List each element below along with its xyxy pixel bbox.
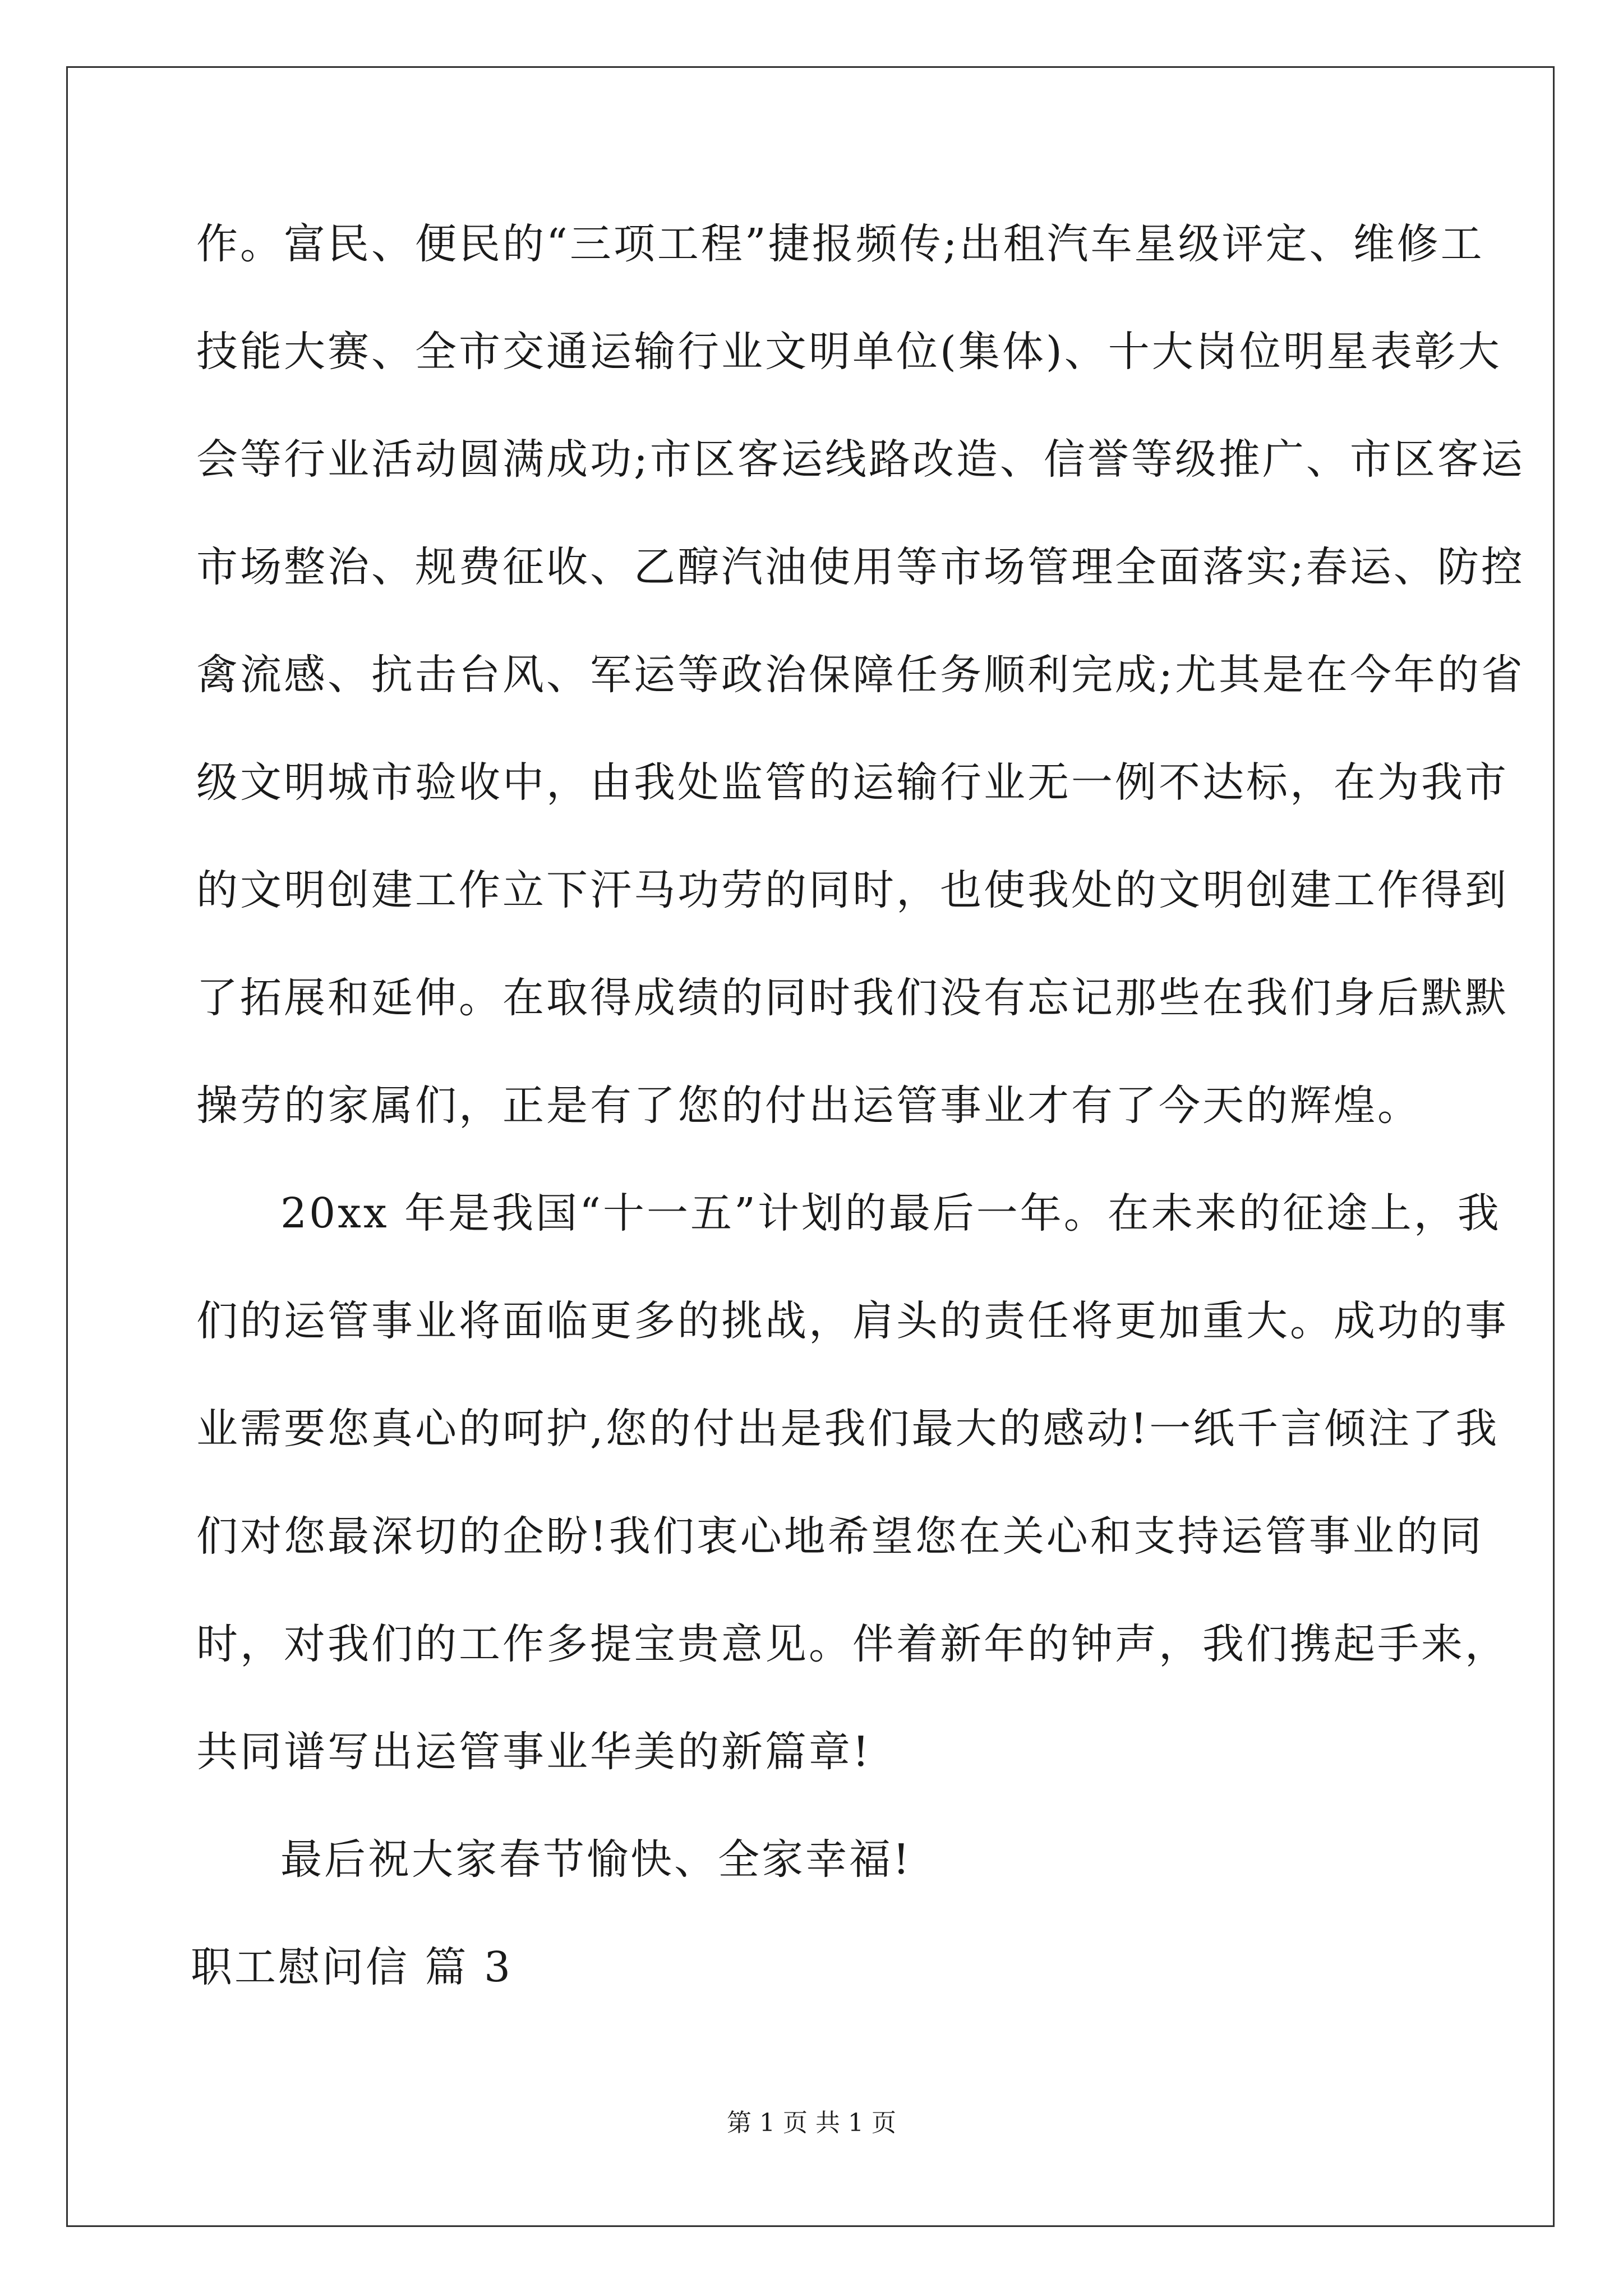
paragraph-2-line-5: 时，对我们的工作多提宝贵意见。伴着新年的钟声，我们携起手来，	[196, 1620, 1509, 1668]
paragraph-1-line-3: 会等行业活动圆满成功;市区客运线路改造、信誉等级推广、市区客运	[196, 435, 1525, 484]
paragraph-1-line-5: 禽流感、抗击台风、军运等政治保障任务顺利完成;尤其是在今年的省	[196, 651, 1525, 699]
section-heading: 职工慰问信 篇 3	[191, 1943, 513, 1991]
paragraph-1-line-8: 了拓展和延伸。在取得成绩的同时我们没有忘记那些在我们身后默默	[196, 974, 1509, 1022]
paragraph-1-line-6: 级文明城市验收中，由我处监管的运输行业无一例不达标，在为我市	[196, 758, 1509, 807]
paragraph-2-line-3: 业需要您真心的呵护,您的付出是我们最大的感动!一纸千言倾注了我	[196, 1405, 1500, 1453]
paragraph-1-line-9: 操劳的家属们，正是有了您的付出运管事业才有了今天的辉煌。	[196, 1082, 1421, 1130]
paragraph-1-line-1: 作。富民、便民的“三项工程”捷报频传;出租汽车星级评定、维修工	[196, 220, 1484, 268]
page-footer: 第 1 页 共 1 页	[727, 2109, 896, 2137]
paragraph-1-line-2: 技能大赛、全市交通运输行业文明单位(集体)、十大岗位明星表彰大	[196, 328, 1502, 376]
paragraph-2-line-2: 们的运管事业将面临更多的挑战，肩头的责任将更加重大。成功的事	[196, 1297, 1509, 1345]
closing-line: 最后祝大家春节愉快、全家幸福!	[280, 1835, 912, 1884]
paragraph-1-line-4: 市场整治、规费征收、乙醇汽油使用等市场管理全面落实;春运、防控	[196, 543, 1525, 591]
paragraph-2-line-6: 共同谱写出运管事业华美的新篇章!	[196, 1728, 872, 1776]
paragraph-2-line-1: 20xx 年是我国“十一五”计划的最后一年。在未来的征途上，我	[280, 1189, 1501, 1237]
paragraph-2-line-4: 们对您最深切的企盼!我们衷心地希望您在关心和支持运管事业的同	[196, 1512, 1484, 1561]
paragraph-1-line-7: 的文明创建工作立下汗马功劳的同时，也使我处的文明创建工作得到	[196, 866, 1509, 914]
page-border	[66, 66, 1555, 2227]
